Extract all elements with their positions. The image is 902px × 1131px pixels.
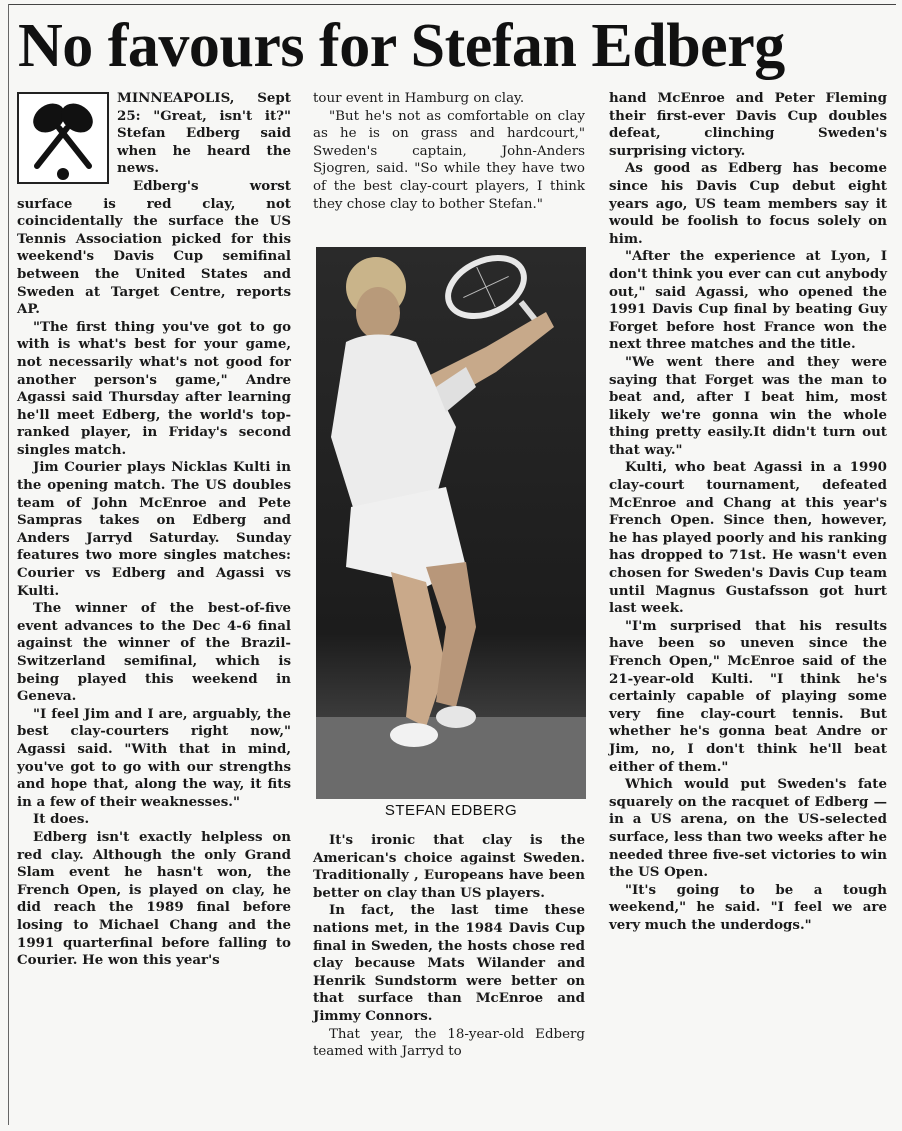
paragraph: Jim Courier plays Nicklas Kulti in the opening match. The US doubles team of John McEnroe and Pete Sampras takes on Edberg and Anders Jarryd Saturday. Sunday features two more singles matches: Courier vs Edberg and Agassi vs Kulti.	[17, 459, 291, 599]
paragraph: "We went there and they were saying that Forget was the man to beat and, after I beat him, most likely we're gonna win the whole thing pretty easily.It didn't turn out that way."	[609, 353, 887, 458]
column-2-bottom	[313, 832, 585, 1061]
paragraph: Edberg isn't exactly helpless on red clay. Although the only Grand Slam event he hasn't won, the French Open, is played on clay, he did reach the 1989 final before losing to Michael Chang and the 1991 quarterfinal before falling to Courier. He won this year's	[17, 828, 291, 969]
left-rule	[8, 4, 9, 1125]
paragraph: Which would put Sweden's fate squarely on the racquet of Edberg —in a US arena, on the US-selected surface, less than two weeks after he needed three five-set victories to win the US Open.	[609, 776, 887, 881]
paragraph: "It's going to be a tough weekend," he said. "I feel we are very much the underdogs."	[609, 881, 887, 933]
paragraph: In fact, the last time these nations met, in the 1984 Davis Cup final in Sweden, the hosts chose red clay because Mats Wilander and Henrik Sundstorm were better on that surface than McEnroe and Jimmy Connors.	[313, 902, 585, 1024]
photo-caption: STEFAN EDBERG	[384, 802, 518, 819]
column-3	[609, 90, 887, 935]
headline: No favours for Stefan Edberg	[18, 12, 785, 80]
paragraph: That year, the 18-year-old Edberg teamed with Jarryd to	[313, 1026, 585, 1060]
paragraph: "After the experience at Lyon, I don't think you ever can cut anybody out," said Agassi, who opened the 1991 Davis Cup final by beating Guy Forget before host France won the next three matches and the title.	[609, 248, 887, 353]
paragraph: MINNEAPOLIS, Sept 25: "Great, isn't it?" Stefan Edberg said when he heard the news.	[117, 90, 291, 177]
column-1	[17, 90, 291, 970]
paragraph: It does.	[33, 811, 90, 828]
paragraph: tour event in Hamburg on clay.	[313, 91, 525, 106]
paragraph: It's ironic that clay is the American's choice against Sweden. Traditionally , Europeans have been better on clay than US players.	[313, 832, 585, 901]
column-2-top	[313, 90, 585, 213]
paragraph: The winner of the best-of-five event advances to the Dec 4-6 final against the winner of the Brazil-Switzerland semifinal, which is being played this weekend in Geneva.	[17, 600, 291, 705]
paragraph: As good as Edberg has become since his Davis Cup debut eight years ago, US team members say it would be foolish to focus solely on him.	[609, 160, 887, 247]
paragraph: hand McEnroe and Peter Fleming their first-ever Davis Cup doubles defeat, clinching Sweden's surprising victory.	[609, 90, 887, 159]
paragraph: "I feel Jim and I are, arguably, the best clay-courters right now," Agassi said. "With that in mind, you've got to go with our strengths and hope that, along the way, it fits in a few of their weaknesses."	[17, 705, 291, 810]
top-rule	[8, 4, 896, 5]
tennis-player-photo	[316, 247, 586, 799]
paragraph: Kulti, who beat Agassi in a 1990 clay-court tournament, defeated McEnroe and Chang at this year's French Open. Since then, however, he has played poorly and his ranking has dropped to 71st. He wasn't even chosen for Sweden's Davis Cup team until Magnus Gustafsson got hurt last week.	[609, 459, 887, 617]
paragraph: "But he's not as comfortable on clay as he is on grass and hardcourt," Sweden's captain, John-Anders Sjogren, said. "So while they have two of the best clay-court players, I think they chose clay to bother Stefan."	[313, 108, 585, 212]
paragraph: Edberg's worst surface is red clay, not coincidentally the surface the US Tennis Association picked for this weekend's Davis Cup semifinal between the United States and Sweden at Target Centre, reports AP.	[17, 177, 291, 318]
paragraph: "I'm surprised that his results have been so uneven since the French Open," McEnroe said of the 21-year-old Kulti. "I think he's certainly capable of playing some very fine clay-court tennis. But whether he's gonna beat Andre or Jim, no, I don't think he'll beat either of them."	[609, 617, 887, 775]
tennis-rackets-icon	[17, 92, 109, 184]
paragraph: "The first thing you've got to go with is what's best for your game, not necessarily what's not good for another person's game," Andre Agassi said Thursday after learning he'll meet Edberg, the world's top-ranked player, in Friday's second singles match.	[17, 318, 291, 458]
